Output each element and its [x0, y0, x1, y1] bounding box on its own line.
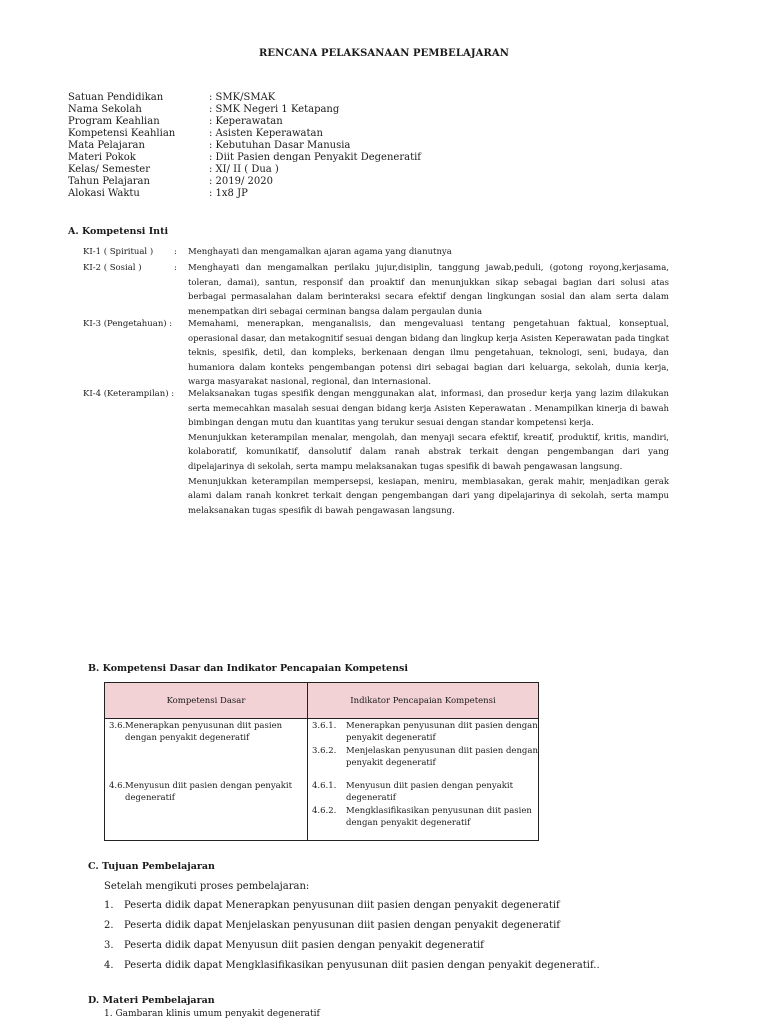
identity-value: : 2019/ 2020 — [209, 176, 273, 187]
ki-paragraph: Memahami, menerapkan, menganalisis, dan mengevaluasi tentang pengetahuan faktual, konseptual, operasional dasar, dan metakognitif sesuai dengan bidang dan lingkup kerja Asisten Keperawatan pada tingkat teknis, spesifik, detil, dan kompleks, berkenaan dengan ilmu pengetahuan, teknologi, seni, budaya, dan humaniora dalam konteks pengembangan potensi diri sebagai bagian dari keluarga, sekolah, dunia kerja, warga masyarakat nasional, regional, dan internasional. — [188, 319, 669, 388]
ki-paragraph: Melaksanakan tugas spesifik dengan menggunakan alat, informasi, dan prosedur kerja yang lazim dilakukan serta memecahkan masalah sesuai dengan bidang kerja Asisten Keperawatan . Menampilkan kinerja di bawah bimbingan dengan mutu dan kuantitas yang terukur sesuai dengan standar kompetensi kerja. — [188, 389, 669, 429]
identity-row — [68, 92, 421, 104]
ki-label: KI-2 ( Sosial ) — [83, 263, 142, 273]
identity-value: : SMK/SMAK — [209, 92, 276, 103]
tujuan-list — [104, 900, 600, 980]
item-number: 4. — [104, 960, 114, 971]
identity-value: : XI/ II ( Dua ) — [209, 164, 279, 175]
list-item — [104, 940, 600, 960]
list-item — [104, 900, 600, 920]
identity-row — [68, 128, 421, 140]
identity-value: : 1x8 JP — [209, 188, 248, 199]
ipk-cell — [308, 719, 539, 841]
item-text: Peserta didik dapat Menerapkan penyusunan diit pasien dengan penyakit degeneratif — [124, 900, 560, 911]
section-a-title: A. Kompetensi Inti — [68, 226, 169, 237]
ki-label: KI-1 ( Spiritual ) — [83, 247, 154, 257]
identity-row — [68, 152, 421, 164]
kd-text: Menerapkan penyusunan diit pasien dengan penyakit degeneratif — [125, 721, 283, 743]
ki-colon: : — [174, 247, 177, 257]
identity-block — [68, 92, 421, 200]
identity-row — [68, 140, 421, 152]
indicator-text: Menjelaskan penyusunan diit pasien dengan penyakit degeneratif — [346, 746, 538, 768]
item-text: Peserta didik dapat Menjelaskan penyusunan diit pasien dengan penyakit degeneratif — [124, 920, 560, 931]
identity-label: Program Keahlian — [68, 116, 160, 127]
ki-body — [188, 387, 669, 518]
item-number: 2. — [104, 920, 114, 931]
ipk-group — [308, 780, 538, 829]
kd-number: 3.6. — [109, 721, 126, 731]
item-text: Peserta didik dapat Mengklasifikasikan penyusunan diit pasien dengan penyakit degeneratif.. — [124, 960, 600, 971]
ipk-group — [308, 719, 538, 780]
identity-row — [68, 116, 421, 128]
materi-item — [104, 1009, 320, 1019]
identity-row — [68, 104, 421, 116]
identity-label: Kelas/ Semester — [68, 164, 150, 175]
kd-item — [105, 720, 307, 744]
item-number: 3. — [104, 940, 114, 951]
section-b-title: B. Kompetensi Dasar dan Indikator Pencapaian Kompetensi — [88, 663, 408, 674]
kd-item — [105, 780, 307, 804]
ki-colon: : — [174, 263, 177, 273]
kd-text: Menyusun diit pasien dengan penyakit degeneratif — [125, 781, 293, 803]
indicator-text: Menyusun diit pasien dengan penyakit degeneratif — [346, 781, 514, 803]
identity-value: : Keperawatan — [209, 116, 283, 127]
section-c-title: C. Tujuan Pembelajaran — [88, 861, 215, 872]
identity-value: : Kebutuhan Dasar Manusia — [209, 140, 351, 151]
identity-label: Kompetensi Keahlian — [68, 128, 176, 139]
table-row — [105, 719, 539, 841]
tujuan-intro: Setelah mengikuti proses pembelajaran: — [104, 881, 310, 892]
indicator-item — [308, 720, 538, 744]
ki-paragraph: Menghayati dan mengamalkan perilaku jujur,disiplin, tanggung jawab,peduli, (gotong royong,kerjasama, toleran, damai), santun, responsif dan proaktif dan menunjukkan sikap sebagai bagian dari solusi atas berbagai permasalahan dalam berinteraksi secara efektif dengan lingkungan sosial dan alam serta dalam menempatkan diri sebagai cerminan bangsa dalam pergaulan dunia — [188, 263, 669, 317]
identity-row — [68, 164, 421, 176]
identity-label: Tahun Pelajaran — [68, 176, 150, 187]
item-number: 1. — [104, 900, 114, 911]
identity-label: Materi Pokok — [68, 152, 136, 163]
indicator-text: Mengklasifikasikan penyusunan diit pasien dengan penyakit degeneratif — [346, 806, 532, 828]
ipk-header: Indikator Pencapaian Kompetensi — [308, 683, 539, 719]
indicator-text: Menerapkan penyusunan diit pasien dengan penyakit degeneratif — [346, 721, 538, 743]
ki-label: KI-3 (Pengetahuan) : — [83, 319, 173, 329]
indicator-number: 4.6.1. — [312, 781, 337, 791]
ki-body — [188, 245, 669, 260]
identity-value: : Asisten Keperawatan — [209, 128, 323, 139]
indicator-number: 3.6.2. — [312, 746, 337, 756]
identity-row — [68, 176, 421, 188]
identity-label: Satuan Pendidikan — [68, 92, 164, 103]
identity-label: Mata Pelajaran — [68, 140, 145, 151]
indicator-item — [308, 745, 538, 769]
indicator-item — [308, 780, 538, 804]
kd-table — [104, 682, 539, 841]
identity-label: Alokasi Waktu — [68, 188, 140, 199]
list-item — [104, 960, 600, 980]
kd-header: Kompetensi Dasar — [105, 683, 308, 719]
identity-label: Nama Sekolah — [68, 104, 142, 115]
kd-group — [105, 780, 307, 804]
kd-cell — [105, 719, 308, 841]
item-number: 1. — [104, 1009, 113, 1019]
identity-value: : SMK Negeri 1 Ketapang — [209, 104, 340, 115]
section-d-title: D. Materi Pembelajaran — [88, 995, 215, 1006]
indicator-number: 3.6.1. — [312, 721, 337, 731]
identity-row — [68, 188, 421, 200]
kd-number: 4.6. — [109, 781, 126, 791]
list-item — [104, 920, 600, 940]
item-text: Peserta didik dapat Menyusun diit pasien dengan penyakit degeneratif — [124, 940, 484, 951]
ki-paragraph: Menghayati dan mengamalkan ajaran agama yang dianutnya — [188, 247, 452, 257]
document-title: RENCANA PELAKSANAAN PEMBELAJARAN — [258, 48, 510, 59]
ki-label: KI-4 (Keterampilan) : — [83, 389, 175, 399]
kd-table-header — [105, 683, 539, 719]
kd-group — [105, 719, 307, 780]
ki-body — [188, 261, 669, 319]
ki-body — [188, 317, 669, 390]
indicator-number: 4.6.2. — [312, 806, 337, 816]
ki-paragraph: Menunjukkan keterampilan mempersepsi, kesiapan, meniru, membiasakan, gerak mahir, menjadikan gerak alami dalam ranah konkret terkait dengan pengembangan dari yang dipelajarinya di sekolah, serta mampu melaksanakan tugas spesifik di bawah pengawasan langsung. — [188, 476, 669, 516]
item-text: Gambaran klinis umum penyakit degeneratif — [115, 1009, 320, 1019]
ki-paragraph: Menunjukkan keterampilan menalar, mengolah, dan menyaji secara efektif, kreatif, produktif, kritis, mandiri, kolaboratif, komunikatif, dansolutif dalam ranah abstrak terkait dengan pengembangan dari yang dipelajarinya di sekolah, serta mampu melaksanakan tugas spesifik di bawah pengawasan langsung. — [188, 432, 669, 472]
indicator-item — [308, 805, 538, 829]
identity-value: : Diit Pasien dengan Penyakit Degeneratif — [209, 152, 421, 163]
